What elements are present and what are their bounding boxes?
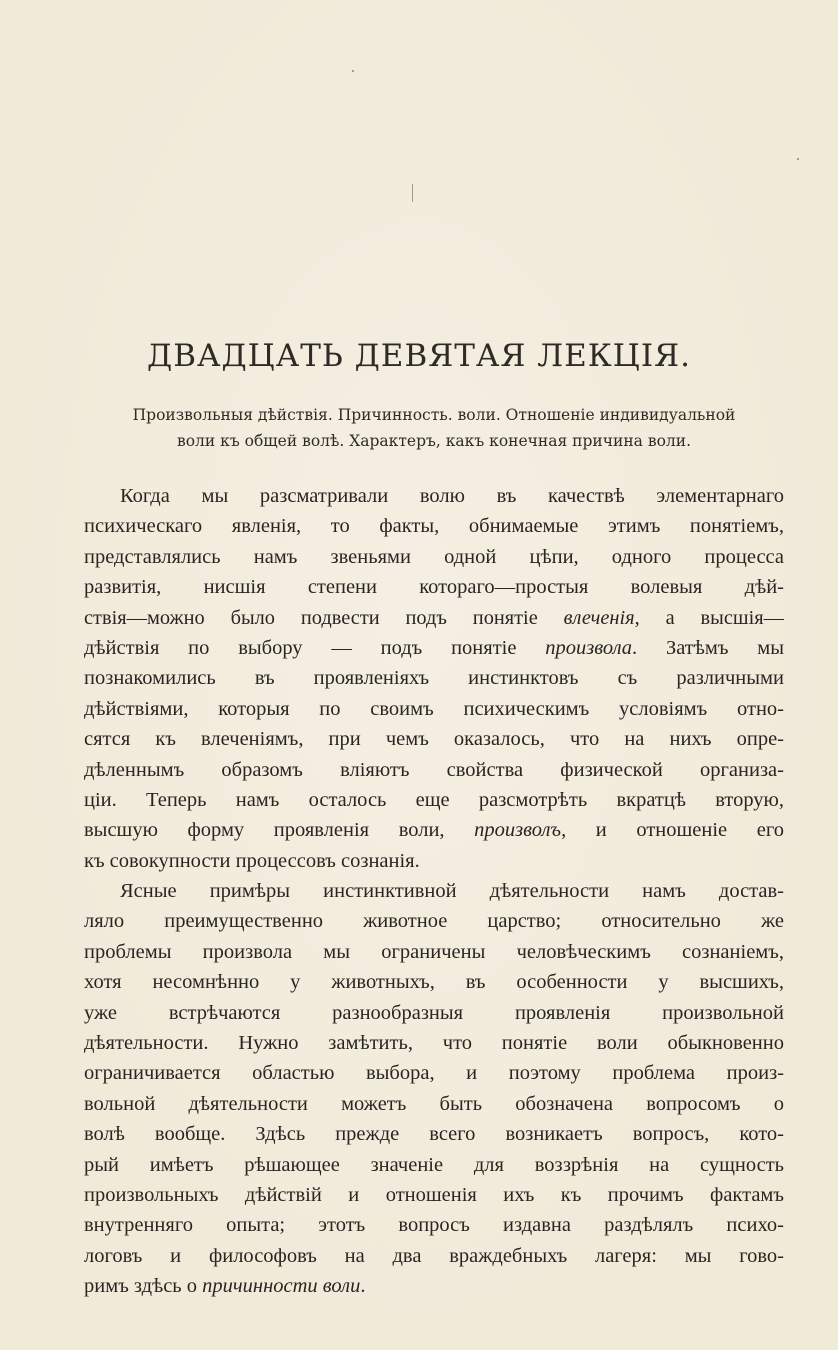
text-line: развитія, нисшія степени котораго—простыя волевыя дѣй- [84,576,784,599]
text-line: представлялись намъ звеньями одной цѣпи, одного процесса [84,545,784,568]
text-line: психическаго явленія, то факты, обнимаемые этимъ понятіемъ, [84,515,784,538]
text-line: дѣйствія по выбору — подъ понятіе произвола. Затѣмъ мы [84,636,784,659]
text-line: къ совокупности процессовъ сознанія. [84,849,420,872]
text-line: ограничивается областью выбора, и поэтому проблема произ- [84,1062,784,1085]
lecture-summary [84,402,784,454]
text-line: внутренняго опыта; этотъ вопросъ издавна раздѣлялъ психо- [84,1214,784,1237]
text-line: логовъ и философовъ на два враждебныхъ лагеря: мы гово- [84,1244,784,1267]
text-line: уже встрѣчаются разнообразныя проявленія произвольной [84,1001,784,1024]
italic-term: произволъ [474,819,562,842]
text-line: сятся къ влеченіямъ, при чемъ оказалось, что на нихъ опре- [84,728,784,751]
lecture-title: ДВАДЦАТЬ ДЕВЯТАЯ ЛЕКЦІЯ. [147,338,691,374]
paper-mark [412,184,413,202]
text-line: волѣ вообще. Здѣсь прежде всего возникаетъ вопросъ, кото- [84,1123,784,1146]
italic-term: произвола [545,636,633,659]
text-line: ціи. Теперь намъ осталось еще разсмотрѣть вкратцѣ вторую, [84,788,784,811]
lecture-body [84,481,784,1302]
text-line: ляло преимущественно животное царство; относительно же [84,910,784,933]
text-line: Когда мы разсматривали волю въ качествѣ элементарнаго [120,485,784,507]
paper-speck [352,70,354,72]
text-line: высшую форму проявленія воли, произволъ, и отношеніе его [84,819,784,842]
text-line: вольной дѣятельности можетъ быть обозначена вопросомъ о [84,1092,784,1115]
paragraph-1 [84,481,784,876]
text-line: познакомились въ проявленіяхъ инстинктовъ съ различными [84,667,784,690]
text-line: дѣятельности. Нужно замѣтить, что понятіе воли обыкновенно [84,1032,784,1055]
text-line: дѣйствіями, которыя по своимъ психическимъ условіямъ отно- [84,697,784,720]
text-line: проблемы произвола мы ограничены человѣческимъ сознаніемъ, [84,940,784,963]
paper-speck [797,158,799,160]
italic-term: причинности воли [202,1275,361,1298]
paragraph-2 [84,876,784,1301]
text-line: хотя несомнѣнно у животныхъ, въ особенности у высшихъ, [84,971,784,994]
summary-line: Произвольныя дѣйствія. Причинность. воли. Отношеніе индивидуальной [132,406,736,424]
text-line: римъ здѣсь о причинности воли. [84,1275,366,1298]
text-line: рый имѣетъ рѣшающее значеніе для воззрѣнія на сущность [84,1153,784,1176]
summary-line: воли къ общей волѣ. Характеръ, какъ конечная причина воли. [176,432,692,450]
text-line: произвольныхъ дѣйствій и отношенія ихъ къ прочимъ фактамъ [84,1183,784,1206]
text-line: Ясные примѣры инстинктивной дѣятельности намъ достав- [120,880,784,903]
text-line: дѣленнымъ образомъ вліяютъ свойства физической организа- [84,758,784,781]
italic-term: влеченія [563,606,635,629]
text-line: ствія—можно было подвести подъ понятіе влеченія, а высшія— [84,606,784,629]
